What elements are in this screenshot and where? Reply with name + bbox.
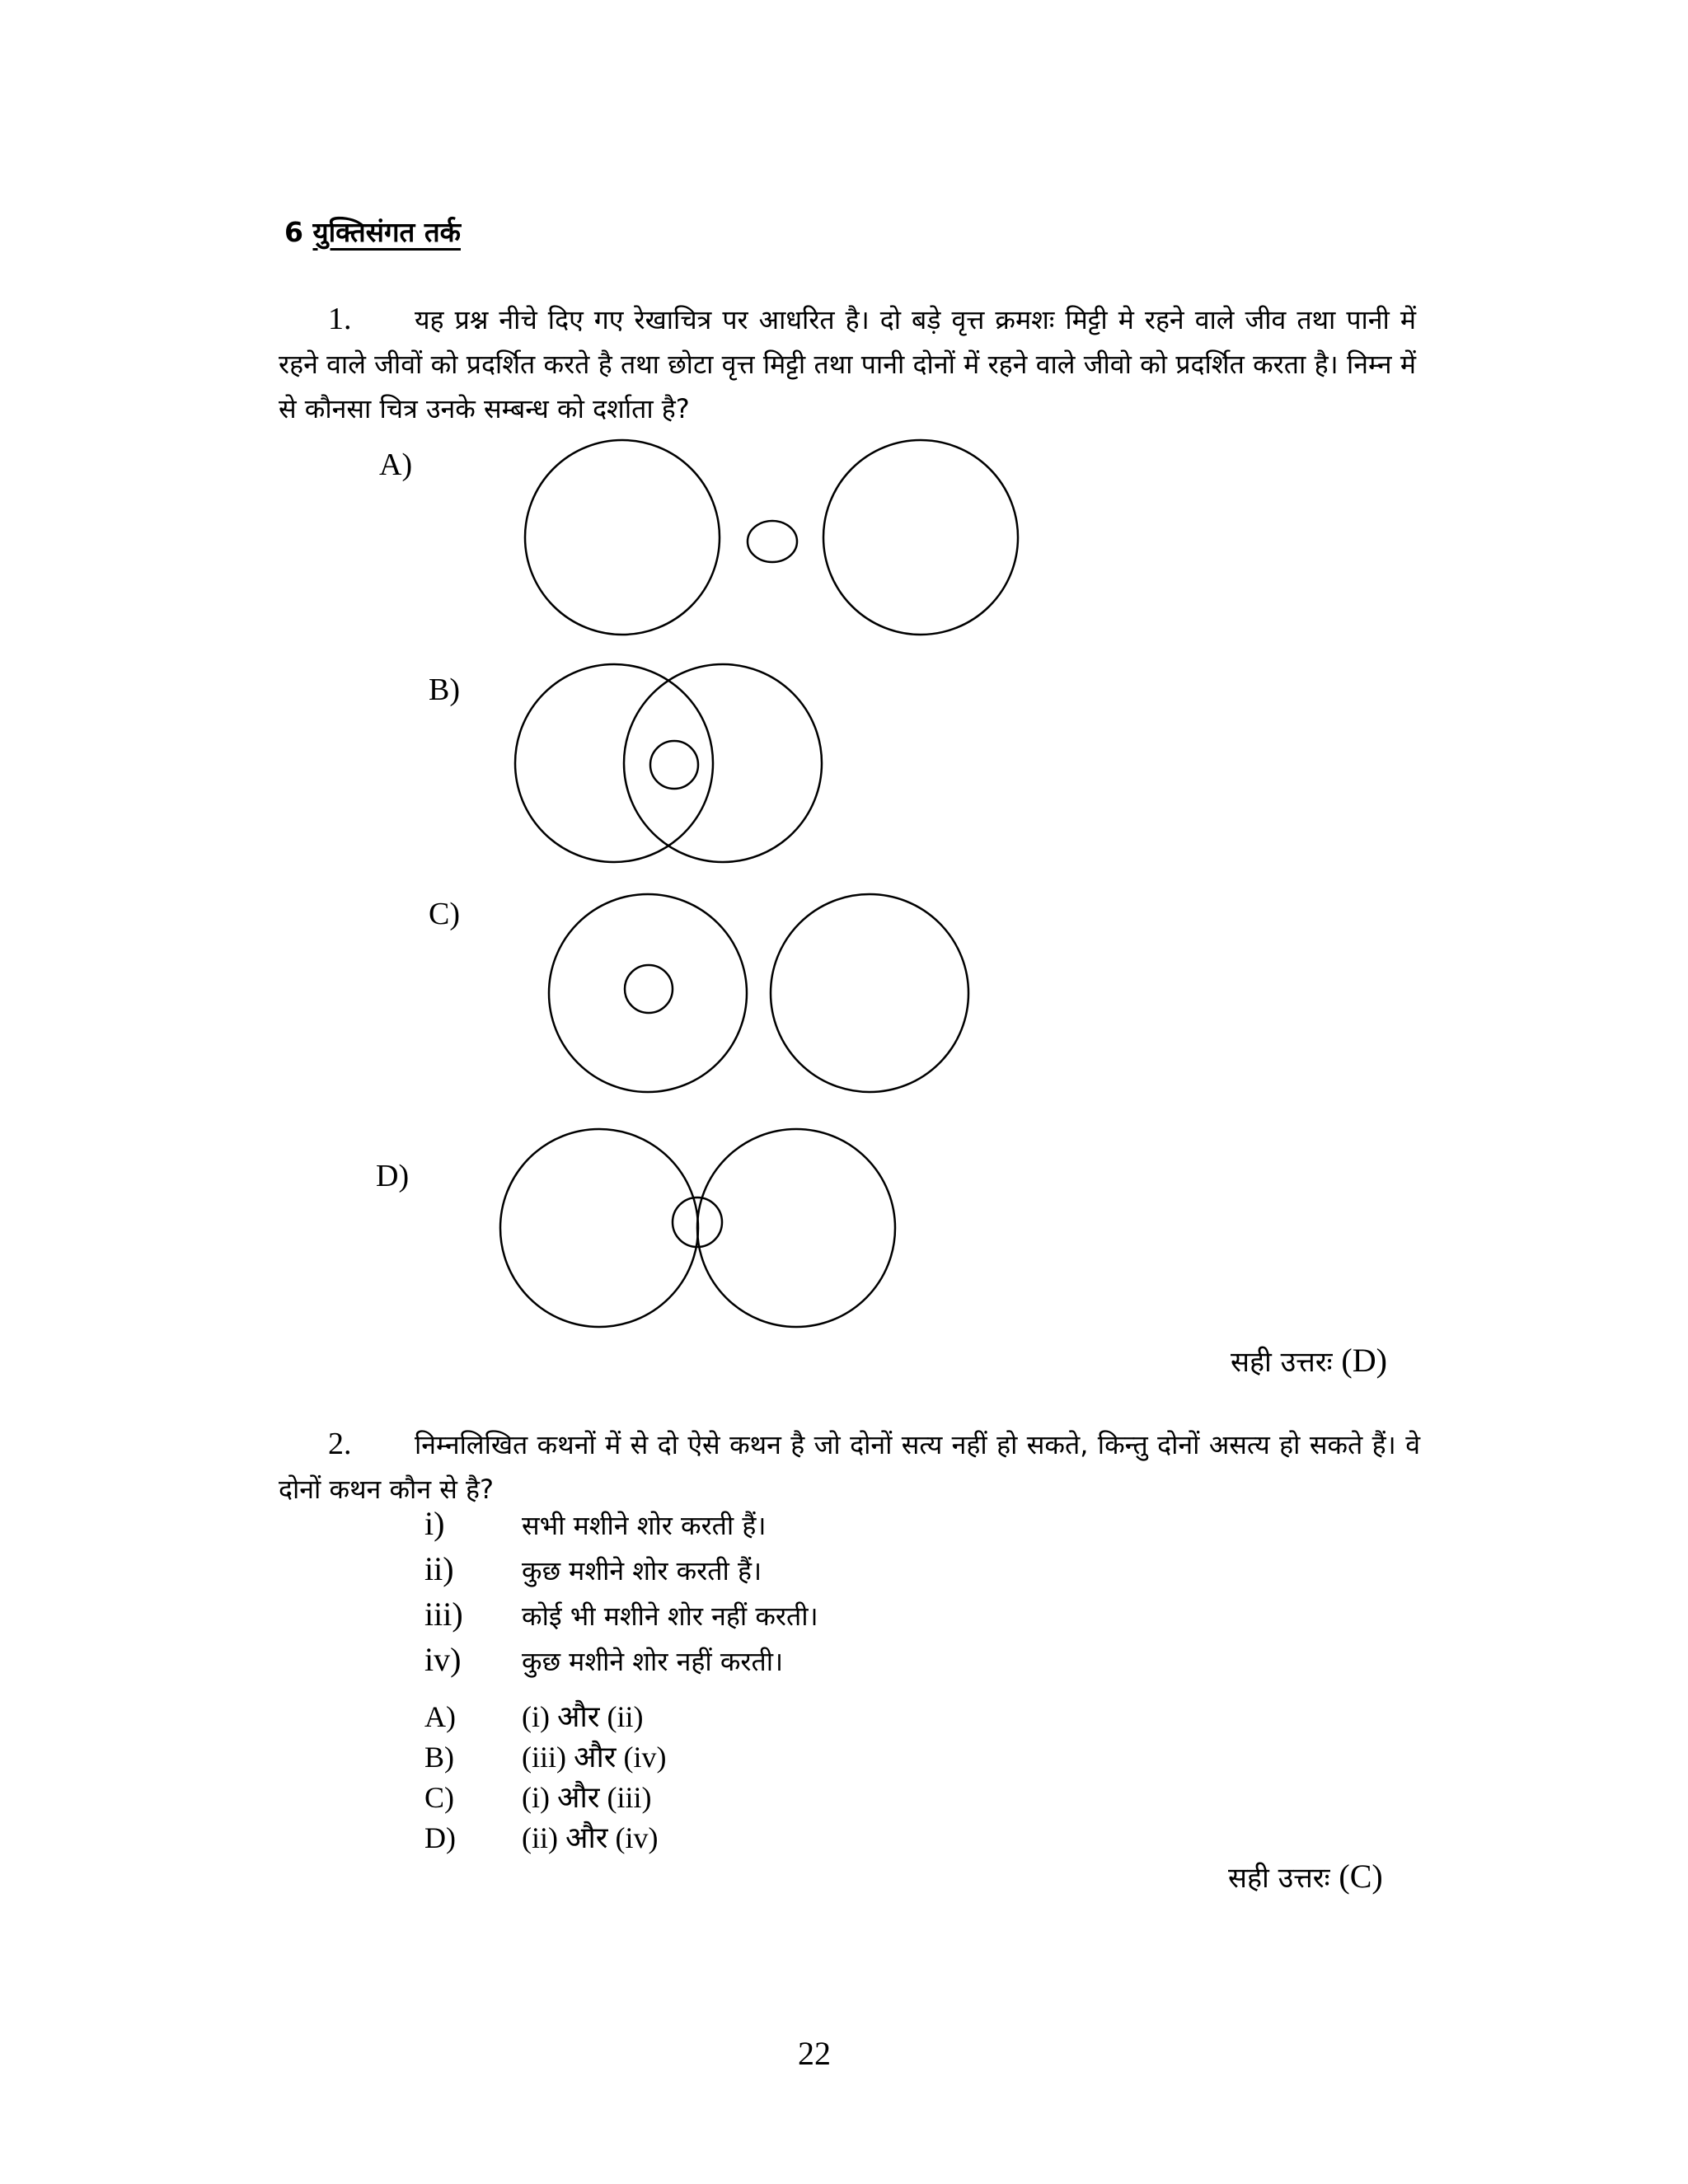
section-title: युक्तिसंगत तर्क (312, 216, 461, 248)
q2-statement: iii) कोई भी मशीने शोर नहीं करती। (424, 1596, 818, 1633)
water-circle (823, 440, 1018, 635)
diagram-option-d (500, 1129, 895, 1327)
diagram-option-a (525, 440, 1018, 635)
q2-answer-value: (C) (1339, 1858, 1383, 1895)
water-circle (771, 894, 968, 1092)
soil-circle (549, 894, 747, 1092)
q2-statement: iv) कुछ मशीने शोर नहीं करती। (424, 1641, 784, 1678)
diagram-option-b (515, 664, 822, 862)
page-number: 22 (798, 2035, 831, 2072)
question-2-body: निम्नलिखित कथनों में से दो ऐसे कथन है जो दोनों सत्य नहीं हो सकते, किन्तु दोनों असत्य हो सकते हैं। वे दोनों कथन कौन से है? (279, 1429, 1420, 1505)
overlap-circle (650, 741, 698, 789)
question-1-number: 1. (328, 302, 352, 336)
overlap-circle (625, 965, 673, 1013)
soil-circle (525, 440, 720, 635)
q1-option-b-label: B) (429, 673, 460, 707)
q1-answer-value: (D) (1341, 1342, 1387, 1379)
q2-choice: C) (i) और (iii) (424, 1781, 652, 1814)
q1-answer-label: सही उत्तरः (1231, 1346, 1333, 1379)
q1-option-a-label: A) (379, 448, 413, 482)
q2-choice: D) (ii) और (iv) (424, 1821, 659, 1854)
q2-answer (1228, 1857, 1383, 1896)
q1-option-c-label: C) (429, 897, 460, 931)
question-2-number: 2. (328, 1427, 352, 1461)
q1-answer (1231, 1341, 1387, 1380)
water-circle (697, 1129, 895, 1327)
water-circle (624, 664, 822, 862)
question-1-body: यह प्रश्न नीचे दिए गए रेखाचित्र पर आधरित है। दो बड़े वृत्त क्रमशः मिट्टी मे रहने वाले जीव तथा पानी में रहने वाले जीवों को प्रदर्शित करते है तथा छोटा वृत्त मिट्टी तथा पानी दोनों में रहने वाले जीवो को प्रदर्शित करता है। निम्न में से कौनसा चित्र उनके सम्बन्ध को दर्शाता है? (279, 304, 1416, 424)
q1-option-d-label: D) (376, 1159, 410, 1193)
section-number: 6 (284, 216, 303, 248)
overlap-circle (748, 521, 797, 562)
q2-choice: A) (i) और (ii) (424, 1700, 644, 1733)
q2-statement: i) सभी मशीने शोर करती हैं। (424, 1505, 767, 1542)
diagram-option-c (549, 894, 968, 1092)
q2-statement: ii) कुछ मशीने शोर करती हैं। (424, 1550, 762, 1587)
question-2-text (279, 1422, 1420, 1511)
soil-circle (515, 664, 713, 862)
q2-choice: B) (iii) और (iv) (424, 1741, 667, 1774)
q2-answer-label: सही उत्तरः (1228, 1862, 1330, 1895)
soil-circle (500, 1129, 698, 1327)
